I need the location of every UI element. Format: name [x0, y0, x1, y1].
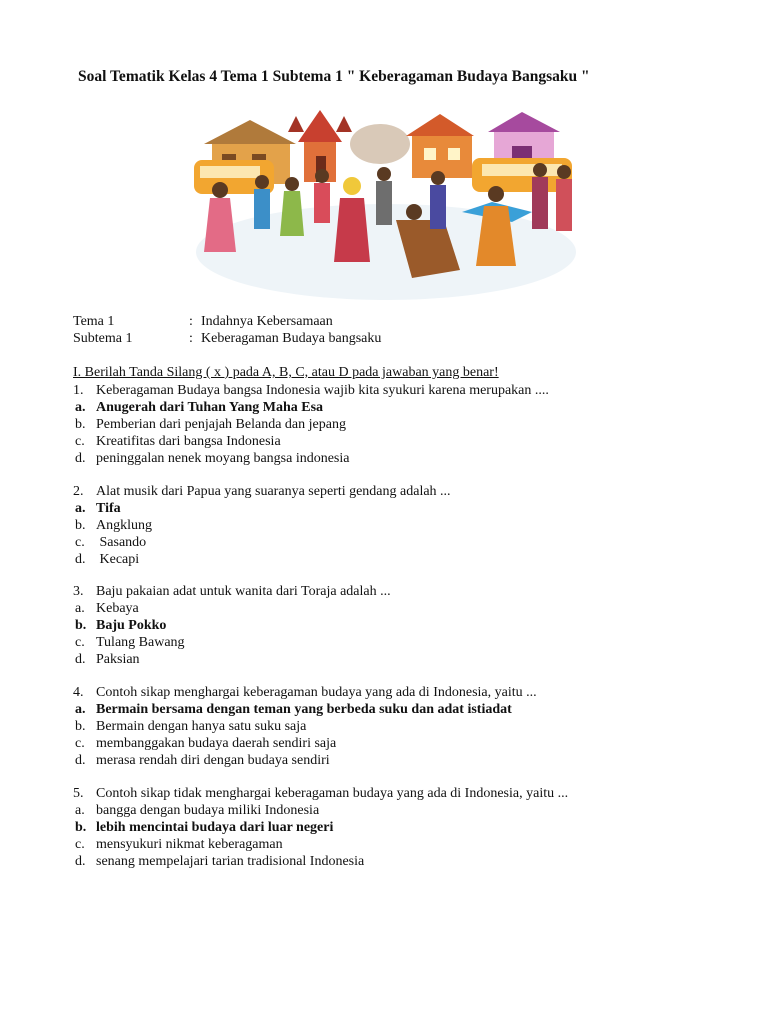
option-d: d. senang mempelajari tarian tradisional Indonesia — [75, 854, 365, 869]
option-b: b. lebih mencintai budaya dari luar negeri — [75, 820, 334, 835]
option-a: a. bangga dengan budaya miliki Indonesia — [75, 803, 320, 818]
meta-colon: : — [189, 331, 193, 346]
option-a: a. Bermain bersama dengan teman yang berbeda suku dan adat istiadat — [75, 702, 512, 717]
option-b: b. Angklung — [75, 518, 152, 533]
question-text: 5. Contoh sikap tidak menghargai keberagaman budaya yang ada di Indonesia, yaitu ... — [73, 786, 569, 801]
option-b: b. Bermain dengan hanya satu suku saja — [75, 719, 307, 734]
meta-value: Keberagaman Budaya bangsaku — [201, 331, 382, 346]
meta-value: Indahnya Kebersamaan — [201, 314, 333, 329]
instruction: I. Berilah Tanda Silang ( x ) pada A, B, C, atau D pada jawaban yang benar! — [73, 365, 499, 380]
meta-colon: : — [189, 314, 193, 329]
option-b: b. Baju Pokko — [75, 618, 167, 633]
option-c: c. Sasando — [75, 535, 147, 550]
option-d: d. Paksian — [75, 652, 140, 667]
option-d: d. merasa rendah diri dengan budaya sendiri — [75, 753, 330, 768]
option-d: d. peninggalan nenek moyang bangsa indonesia — [75, 451, 350, 466]
option-a: a. Kebaya — [75, 601, 139, 616]
option-b: b. Pemberian dari penjajah Belanda dan jepang — [75, 417, 346, 432]
option-c: c. mensyukuri nikmat keberagaman — [75, 837, 283, 852]
meta-row-subtema — [73, 331, 381, 347]
question-3 — [73, 583, 391, 668]
question-text: 2. Alat musik dari Papua yang suaranya seperti gendang adalah ... — [73, 484, 451, 499]
option-c: c. membanggakan budaya daerah sendiri saja — [75, 736, 337, 751]
question-text: 3. Baju pakaian adat untuk wanita dari Toraja adalah ... — [73, 584, 391, 599]
option-a: a. Tifa — [75, 501, 121, 516]
question-5 — [73, 785, 568, 870]
option-c: c. Kreatifitas dari bangsa Indonesia — [75, 434, 281, 449]
question-text: 4. Contoh sikap menghargai keberagaman budaya yang ada di Indonesia, yaitu ... — [73, 685, 537, 700]
option-c: c. Tulang Bawang — [75, 635, 185, 650]
meta-label: Tema 1 — [73, 314, 115, 329]
option-a: a. Anugerah dari Tuhan Yang Maha Esa — [75, 400, 324, 415]
question-1 — [73, 382, 549, 467]
question-text: 1. Keberagaman Budaya bangsa Indonesia wajib kita syukuri karena merupakan .... — [73, 383, 549, 398]
page-title: Soal Tematik Kelas 4 Tema 1 Subtema 1 " Keberagaman Budaya Bangsaku " — [78, 68, 590, 85]
question-4 — [73, 684, 537, 769]
meta-row-tema — [73, 314, 333, 330]
traditional-house-right — [406, 114, 474, 178]
culture-illustration — [192, 102, 580, 302]
meta-label: Subtema 1 — [73, 331, 133, 346]
option-d: d. Kecapi — [75, 552, 140, 567]
question-2 — [73, 483, 451, 568]
